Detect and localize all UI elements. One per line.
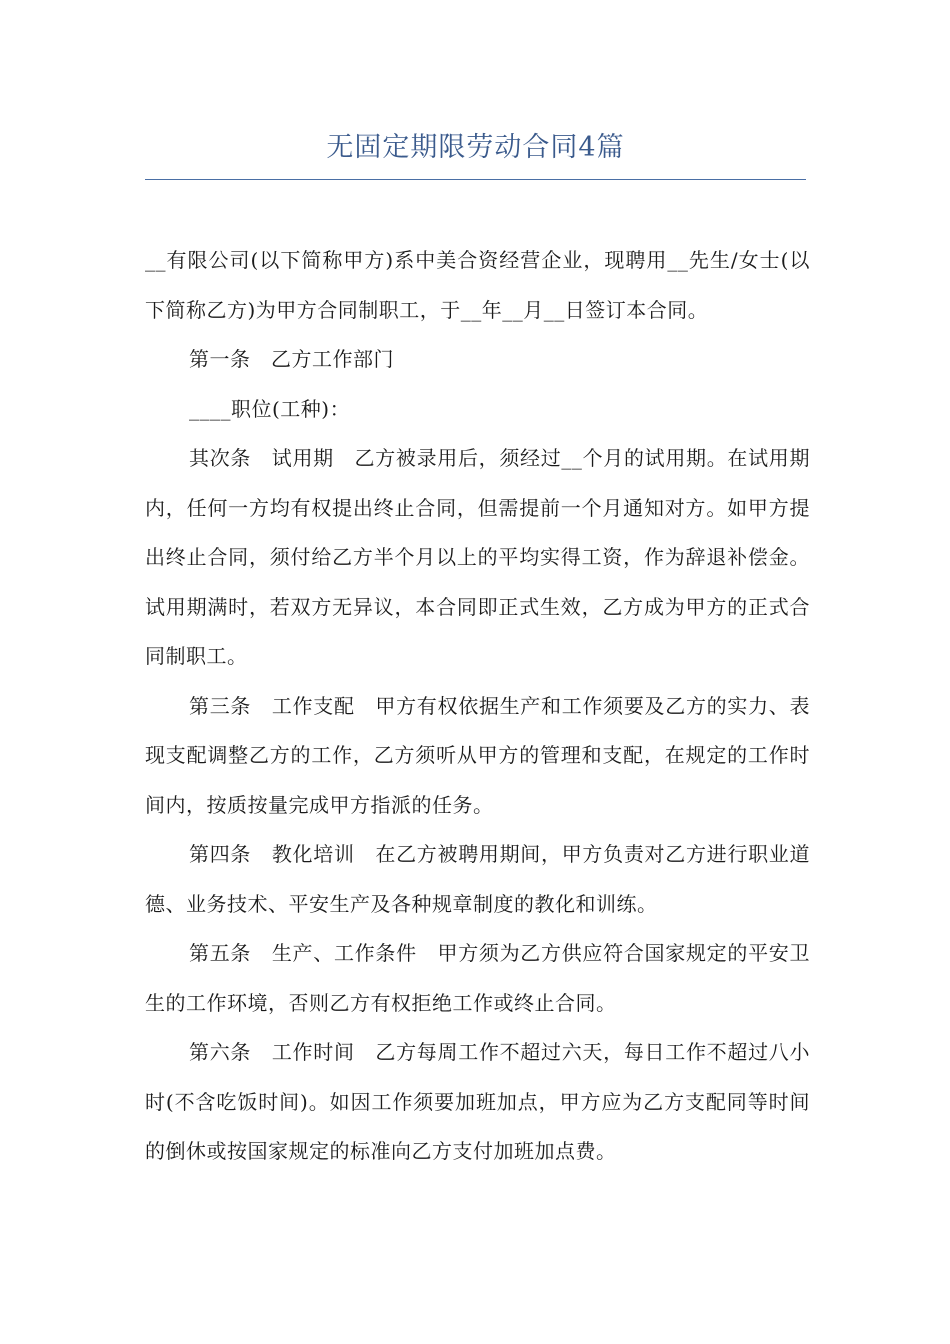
article-2-paragraph: 其次条 试用期 乙方被录用后，须经过__个月的试用期。在试用期内，任何一方均有权提出终止合同，但需提前一个月通知对方。如甲方提出终止合同，须付给乙方半个月以上的平均实得工资，作为辞退补偿金。试用期满时，若双方无异议，本合同即正式生效，乙方成为甲方的正式合同制职工。 xyxy=(145,446,810,668)
document-body xyxy=(145,236,810,1177)
article-5-paragraph: 第五条 生产、工作条件 甲方须为乙方供应符合国家规定的平安卫生的工作环境，否则乙方有权拒绝工作或终止合同。 xyxy=(145,941,810,1015)
position-line: ____职位(工种)： xyxy=(189,396,351,421)
article-3-paragraph: 第三条 工作支配 甲方有权依据生产和工作须要及乙方的实力、表现支配调整乙方的工作，乙方须听从甲方的管理和支配，在规定的工作时间内，按质按量完成甲方指派的任务。 xyxy=(145,693,810,817)
title-underline xyxy=(145,179,806,180)
article-4-paragraph: 第四条 教化培训 在乙方被聘用期间，甲方负责对乙方进行职业道德、业务技术、平安生产及各种规章制度的教化和训练。 xyxy=(145,842,810,916)
document-title: 无固定期限劳动合同4篇 xyxy=(326,132,625,163)
article-1-heading: 第一条 乙方工作部门 xyxy=(189,347,394,371)
article-6-paragraph: 第六条 工作时间 乙方每周工作不超过六天，每日工作不超过八小时(不含吃饭时间)。如因工作须要加班加点，甲方应为乙方支配同等时间的倒休或按国家规定的标准向乙方支付加班加点费。 xyxy=(145,1040,810,1163)
intro-paragraph: __有限公司(以下简称甲方)系中美合资经营企业，现聘用__先生/女士(以下简称乙方)为甲方合同制职工，于__年__月__日签订本合同。 xyxy=(145,248,810,322)
